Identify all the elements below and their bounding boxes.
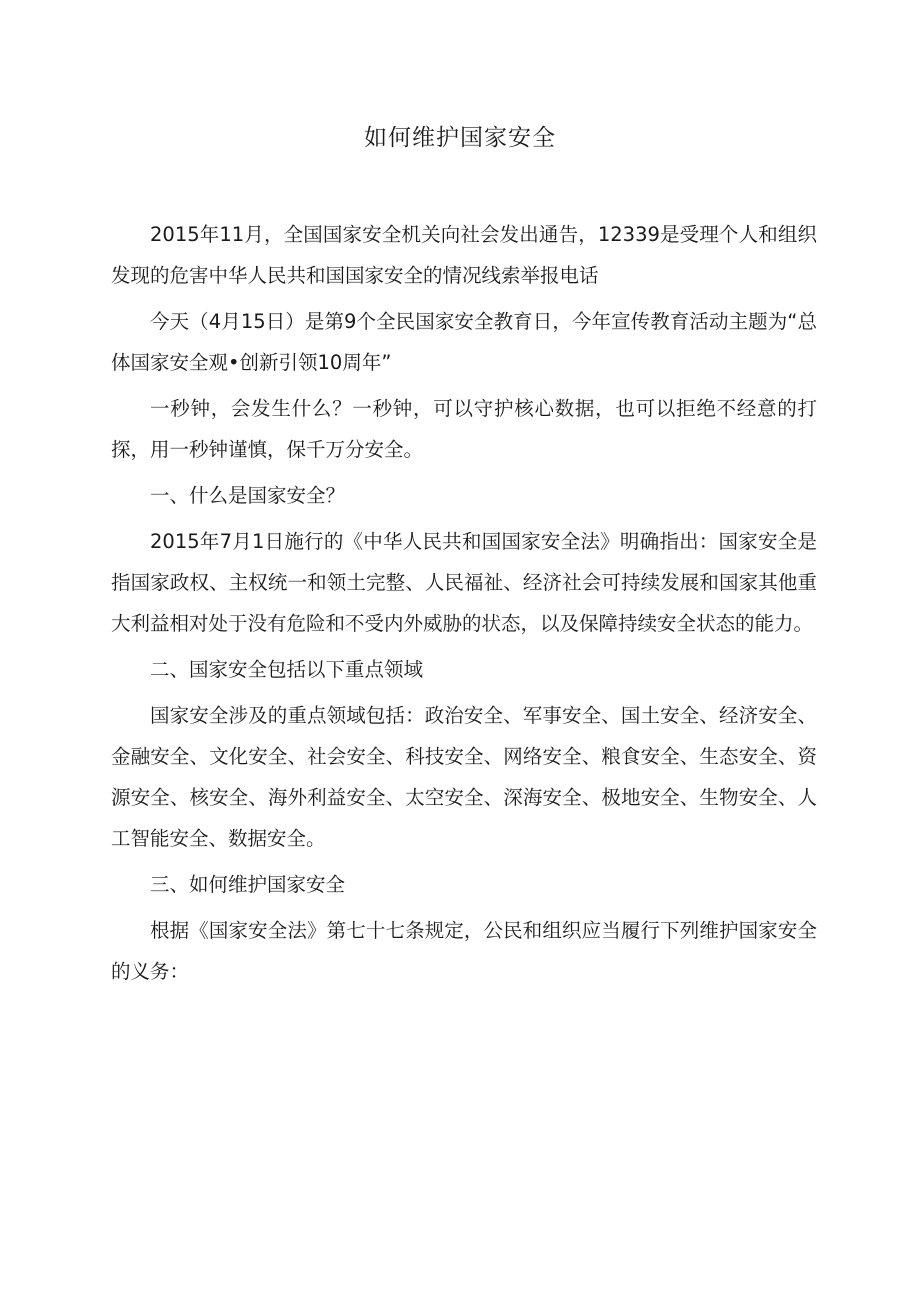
paragraph-hotline: 2015年11月，全国国家安全机关向社会发出通告，12339是受理个人和组织发现的危害中华人民共和国国家安全的情况线索举报电话: [111, 223, 817, 287]
document-title: 如何维护国家安全: [364, 125, 556, 151]
paragraph-key-areas: 国家安全涉及的重点领域包括：政治安全、军事安全、国土安全、经济安全、金融安全、文化安全、社会安全、科技安全、网络安全、粮食安全、生态安全、资源安全、核安全、海外利益安全、太空安全、深海安全、极地安全、生物安全、人工智能安全、数据安全。: [111, 704, 817, 850]
section-heading-2: 二、国家安全包括以下重点领域: [150, 658, 424, 681]
paragraph-one-second: 一秒钟，会发生什么？一秒钟，可以守护核心数据，也可以拒绝不经意的打探，用一秒钟谨慎，保千万分安全。: [111, 397, 817, 461]
section-heading-1: 一、什么是国家安全？: [150, 484, 346, 507]
paragraph-definition: 2015年7月1日施行的《中华人民共和国国家安全法》明确指出：国家安全是指国家政权、主权统一和领土完整、人民福祉、经济社会可持续发展和国家其他重大利益相对处于没有危险和不受内外威胁的状态，以及保障持续安全状态的能力。: [111, 530, 817, 635]
section-heading-3: 三、如何维护国家安全: [150, 873, 346, 896]
paragraph-obligations: 根据《国家安全法》第七十七条规定，公民和组织应当履行下列维护国家安全的义务：: [111, 919, 817, 983]
document-body: [111, 214, 817, 997]
paragraph-education-day: 今天（4月15日）是第9个全民国家安全教育日，今年宣传教育活动主题为“总体国家安全观•创新引领10周年”: [111, 310, 817, 374]
